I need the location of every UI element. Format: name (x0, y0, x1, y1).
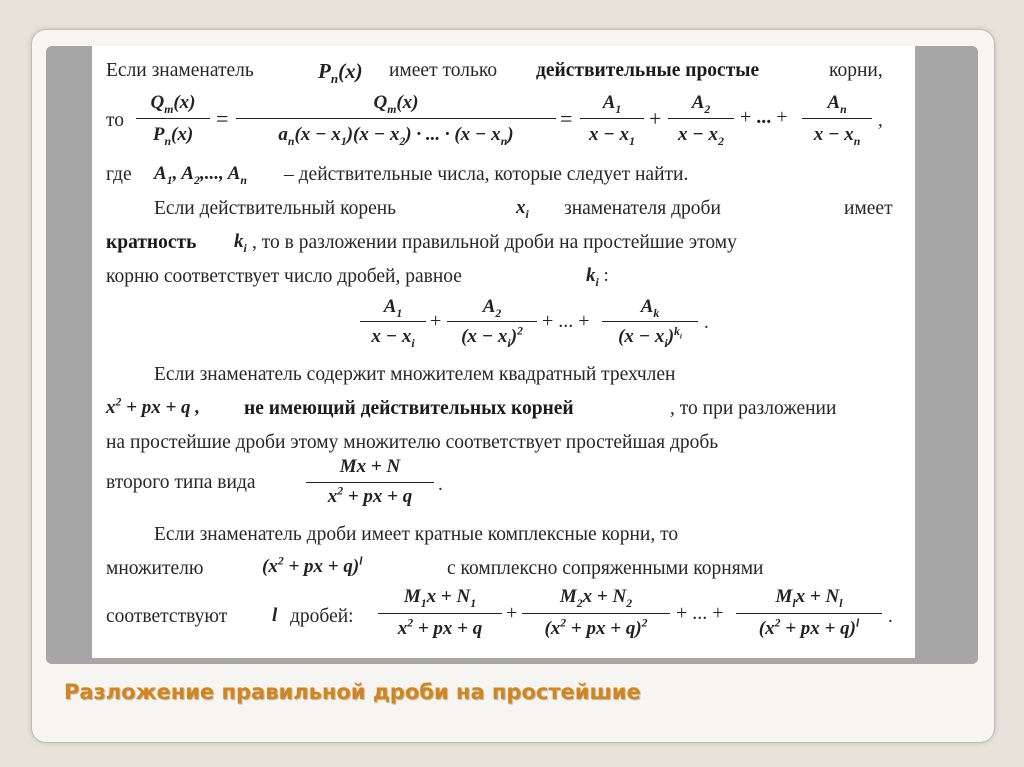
formula-ki-2: $k_i$ : (586, 265, 609, 289)
p3-text-line1: Если знаменатель содержит множителем квадратный трехчлен (154, 364, 676, 385)
p2-text-c: имеет (844, 198, 893, 219)
p1-text-b: имеет только (389, 60, 498, 81)
p2-text-a: Если действительный корень (154, 198, 397, 219)
document-page: Если знаменатель $P_n(x)$ имеет только действительные простые корни, то $Q_m(x)$ $P_n(x)$ = $Q_m(x)$ $a_n(x - x_1)(x - x_2)$ · ... · $(x - x_n)$ = $A_1$ $x - x_1$ + $A_2$ $x - x_2$ + ... + $A_n$ $x - x_n$ , где $A_1$, $A_2$,..., $A_n$ – действительные числа, которые следует найти. Если действительный корень $x_i$ знаменателя дроби имеет кратность $k_i$ , то в разложении правильной дроби на простейшие этому корню соответствует число дробей, равное $k_i$ : $A_1$ $x - x_i$ + $A_2$ $(x - x_i)^2$ + ... + $A_k$ $(x - x_i)^{k_i}$ . Если знаменатель содержит множителем квадратный трехчлен $x^2$ + px + q , не имеющий действительных корней , то при разложении на простейшие дроби этому множителю соответствует простейшая дробь второго типа вида Mx + N $x^2$ + px + q . Если знаменатель дроби имеет кратные комплексные корни, то множителю ($x^2$ + px + q)$^l$ с комплексно сопряженными корнями соответствуют l дробей: $M_1x + N_1$ $x^2$ + px + q + $M_2x + N_2$ ($x^2$ + px + q)$^2$ + ... + $M_lx + N_l$ ($x^2$ + px + q)$^l$ . (92, 46, 915, 658)
p3-text-line2: , то при разложении (670, 398, 837, 419)
slide-title: Разложение правильной дроби на простейшие (64, 680, 641, 704)
p3-text-line3: на простейшие дроби этому множителю соответствует простейшая дробь (106, 432, 719, 453)
p1-text-a: Если знаменатель (106, 60, 254, 81)
formula-pn-x: $P_n(x)$ (318, 59, 363, 87)
p1-text-where-rest: – действительные числа, которые следует найти. (284, 164, 689, 185)
formula-xi: $x_i$ (516, 197, 529, 221)
p4-text-line2a: множителю (106, 558, 204, 579)
p4-text-line3b: дробей: (290, 606, 354, 627)
p2-text-b: знаменателя дроби (564, 198, 721, 219)
p4-text-line2b: с комплексно сопряженными корнями (447, 558, 764, 579)
p2-bold-multiplicity: кратность (106, 232, 197, 253)
p1-text-to: то (106, 110, 125, 131)
p2-text-line2: , то в разложении правильной дроби на простейшие этому (252, 232, 737, 253)
p1-text-c: корни, (829, 60, 883, 81)
p3-bold-no-real-roots: не имеющий действительных корней (244, 398, 574, 419)
formula-ki: $k_i$ (234, 231, 247, 255)
formula-quadratic-power-l: ($x^2$ + px + q)$^l$ (262, 554, 363, 577)
p1-text-where: где (106, 164, 132, 185)
p4-text-line1: Если знаменатель дроби имеет кратные комплексные корни, то (154, 524, 679, 545)
p4-text-line3a: соответствуют (106, 606, 228, 627)
p2-text-line3: корню соответствует число дробей, равное (106, 266, 462, 287)
formula-quadratic: $x^2$ + px + q , (106, 395, 201, 418)
formula-l: l (272, 605, 278, 626)
p1-bold-simple-real: действительные простые (536, 60, 760, 81)
p3-text-line4: второго типа вида (106, 472, 256, 493)
formula-a1-an: $A_1$, $A_2$,..., $A_n$ (154, 163, 247, 187)
